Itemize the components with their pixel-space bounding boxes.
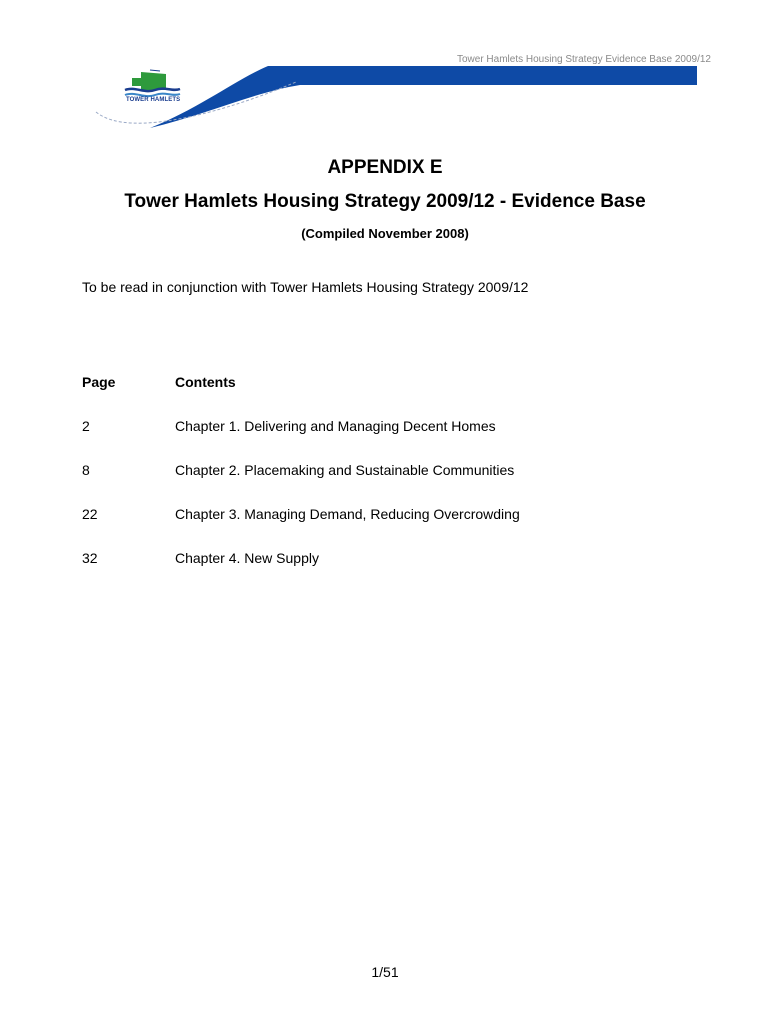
toc-chapter-title: Chapter 3. Managing Demand, Reducing Overcrowding bbox=[175, 506, 520, 522]
toc-page-number: 22 bbox=[82, 506, 98, 522]
toc-row bbox=[82, 550, 702, 594]
running-header: Tower Hamlets Housing Strategy Evidence Base 2009/12 bbox=[456, 54, 711, 65]
toc-chapter-title: Chapter 1. Delivering and Managing Decent Homes bbox=[175, 418, 496, 434]
page-number: 1/51 bbox=[371, 964, 399, 980]
toc-row bbox=[82, 418, 702, 462]
compiled-date: (Compiled November 2008) bbox=[301, 226, 469, 241]
tower-hamlets-logo-icon bbox=[125, 70, 180, 96]
logo-text: TOWER HAMLETS bbox=[126, 97, 181, 103]
document-title: APPENDIX E bbox=[327, 157, 443, 178]
table-of-contents bbox=[82, 374, 702, 594]
toc-chapter-title: Chapter 4. New Supply bbox=[175, 550, 319, 566]
toc-page-number: 32 bbox=[82, 550, 98, 566]
toc-row bbox=[82, 506, 702, 550]
toc-row bbox=[82, 462, 702, 506]
banner-swoosh bbox=[150, 66, 697, 128]
header-banner bbox=[0, 0, 770, 140]
intro-text: To be read in conjunction with Tower Hamlets Housing Strategy 2009/12 bbox=[82, 279, 529, 295]
document-subtitle: Tower Hamlets Housing Strategy 2009/12 - Evidence Base bbox=[124, 191, 646, 212]
toc-page-number: 2 bbox=[82, 418, 90, 434]
toc-header-page: Page bbox=[82, 374, 116, 390]
toc-header-row bbox=[82, 374, 702, 418]
toc-chapter-title: Chapter 2. Placemaking and Sustainable Communities bbox=[175, 462, 515, 478]
toc-page-number: 8 bbox=[82, 462, 90, 478]
toc-header-contents: Contents bbox=[175, 374, 236, 390]
